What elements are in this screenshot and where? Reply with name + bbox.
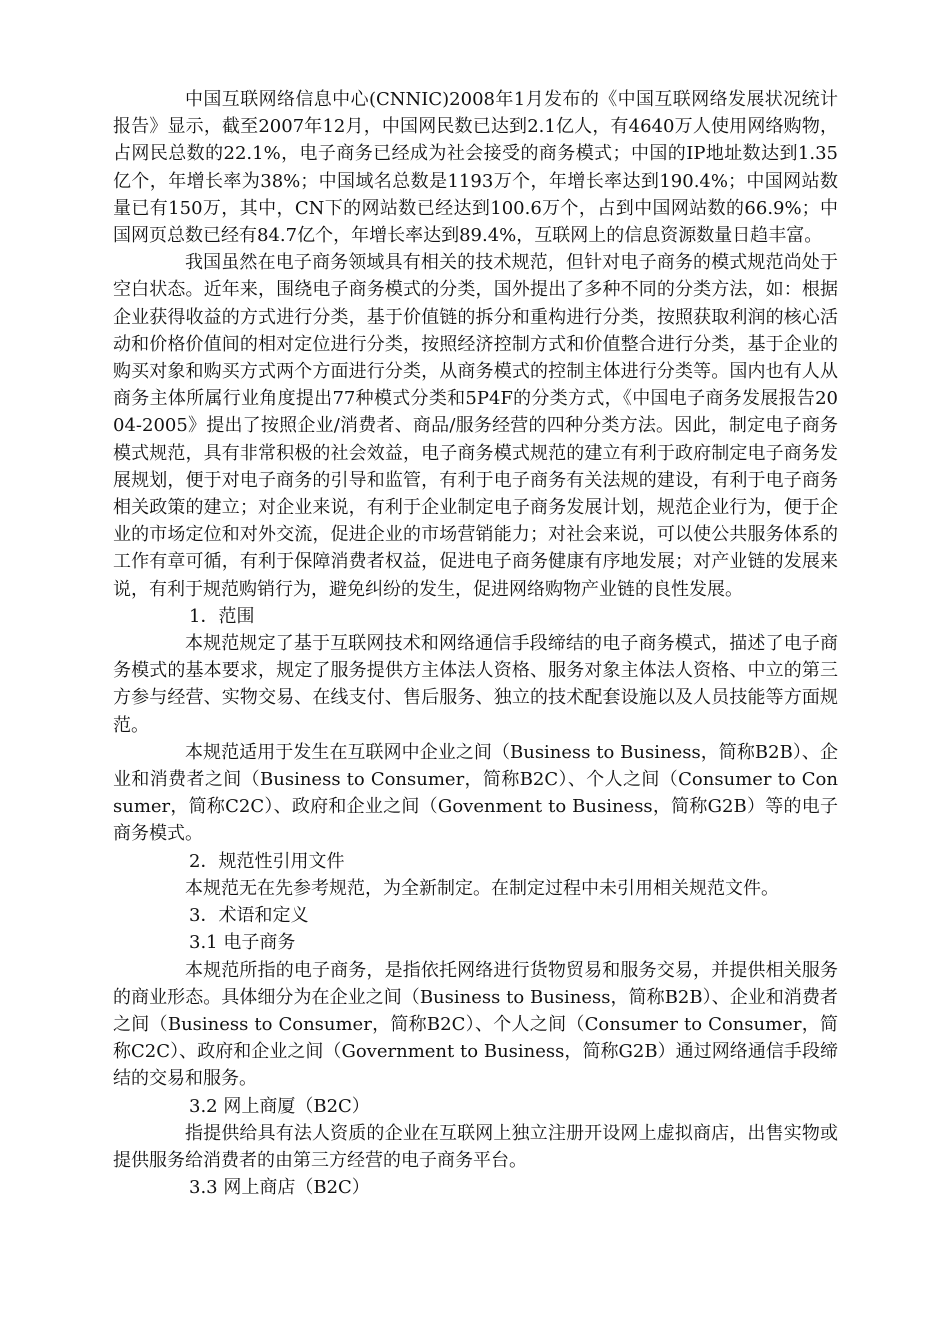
- scope-paragraph: 本规范规定了基于互联网技术和网络通信手段缔结的电子商务模式，描述了电子商务模式的基本要求，规定了服务提供方主体法人资格、服务对象主体法人资格、中立的第三方参与经营、实物交易、在线支付、售后服务、独立的技术配套设施以及人员技能等方面规范。: [113, 633, 838, 736]
- intro-paragraph-cnnic-statistics: 中国互联网络信息中心(CNNIC)2008年1月发布的《中国互联网络发展状况统计报告》显示，截至2007年12月，中国网民数已达到2.1亿人，有4640万人使用网络购物，占网民总数的22.1%，电子商务已经成为社会接受的商务模式；中国的IP地址数达到1.35亿个，年增长率为38%；中国域名总数是1193万个，年增长率达到190.4%；中国网站数量已有150万，其中，CN下的网站数已经达到100.6万个，占到中国网站数的66.9%；中国网页总数已经有84.7亿个，年增长率达到89.4%，互联网上的信息资源数量日趋丰富。: [113, 89, 838, 247]
- section-heading-scope: 1．范围: [189, 605, 255, 627]
- document-page: [113, 86, 838, 1201]
- section-heading-terms-definitions: 3．术语和定义: [189, 905, 309, 927]
- e-commerce-definition-paragraph: 本规范所指的电子商务，是指依托网络进行货物贸易和服务交易，并提供相关服务的商业形态。具体细分为在企业之间（Business to Business，简称B2B）、企业和消费者之间（Business to Consumer，简称B2C）、个人之间（Consumer to Consumer，简称C2C）、政府和企业之间（Government to Business，简称G2B）通过网络通信手段缔结的交易和服务。: [113, 959, 838, 1090]
- background-paragraph: 我国虽然在电子商务领域具有相关的技术规范，但针对电子商务的模式规范尚处于空白状态。近年来，围绕电子商务模式的分类，国外提出了多种不同的分类方法，如：根据企业获得收益的方式进行分类，基于价值链的拆分和重构进行分类，按照获取利润的核心活动和价格价值间的相对定位进行分类，按照经济控制方式和价值整合进行分类，基于企业的购买对象和购买方式两个方面进行分类，从商务模式的控制主体进行分类等。国内也有人从商务主体所属行业角度提出77种模式分类和5P4F的分类方式，《中国电子商务发展报告2004-2005》提出了按照企业/消费者、商品/服务经营的四种分类方法。因此，制定电子商务模式规范，具有非常积极的社会效益，电子商务模式规范的建立有利于政府制定电子商务发展规划，便于对电子商务的引导和监管，有利于电子商务有关法规的建设，有利于电子商务相关政策的建立；对企业来说，有利于企业制定电子商务发展计划，规范企业行为，便于企业的市场定位和对外交流，促进企业的市场营销能力；对社会来说，可以使公共服务体系的工作有章可循，有利于保障消费者权益，促进电子商务健康有序地发展；对产业链的发展来说，有利于规范购销行为，避免纠纷的发生，促进网络购物产业链的良性发展。: [113, 252, 838, 600]
- subsection-heading-online-store: 3.3 网上商店（B2C）: [189, 1177, 370, 1199]
- section-heading-normative-references: 2．规范性引用文件: [189, 850, 345, 872]
- subsection-heading-online-mall: 3.2 网上商厦（B2C）: [189, 1095, 370, 1117]
- subsection-heading-e-commerce: 3.1 电子商务: [189, 932, 296, 954]
- normative-references-paragraph: 本规范无在先参考规范，为全新制定。在制定过程中未引用相关规范文件。: [185, 877, 779, 899]
- applicability-paragraph: 本规范适用于发生在互联网中企业之间（Business to Business，简称B2B）、企业和消费者之间（Business to Consumer，简称B2C）、个人之间（Consumer to Consumer，简称C2C）、政府和企业之间（Govenment to Business，简称G2B）等的电子商务模式。: [113, 741, 838, 845]
- online-mall-definition-paragraph: 指提供给具有法人资质的企业在互联网上独立注册开设网上虚拟商店，出售实物或提供服务给消费者的由第三方经营的电子商务平台。: [113, 1122, 838, 1171]
